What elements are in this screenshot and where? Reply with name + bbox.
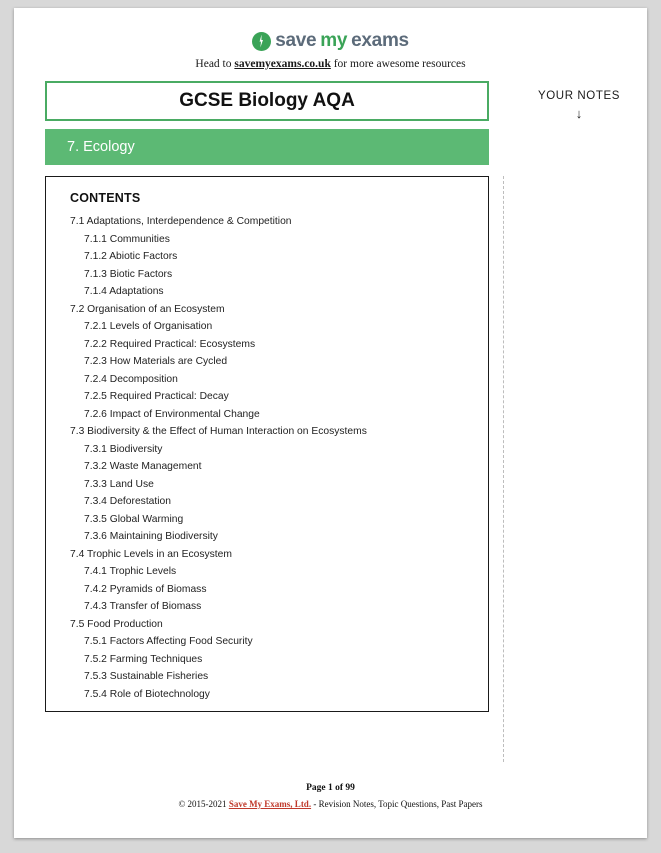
contents-heading: CONTENTS bbox=[70, 191, 141, 205]
list-item[interactable]: 7.2.1 Levels of Organisation bbox=[84, 321, 213, 332]
list-item[interactable]: 7.5.2 Farming Techniques bbox=[84, 653, 203, 665]
list-item[interactable]: 7.5 Food Production bbox=[70, 618, 163, 630]
logo-text-exams: exams bbox=[351, 30, 409, 51]
list-item[interactable]: 7.4 Trophic Levels in an Ecosystem bbox=[70, 548, 232, 560]
list-item[interactable]: 7.2 Organisation of an Ecosystem bbox=[70, 303, 225, 315]
copyright-prefix: © 2015-2021 bbox=[178, 799, 229, 809]
list-item[interactable]: 7.3.5 Global Warming bbox=[84, 513, 184, 525]
list-item[interactable]: 7.1 Adaptations, Interdependence & Competition bbox=[70, 216, 292, 227]
list-item[interactable]: 7.1.1 Communities bbox=[84, 233, 170, 245]
savemyexams-link[interactable]: savemyexams.co.uk bbox=[234, 58, 331, 70]
list-item[interactable]: 7.2.3 How Materials are Cycled bbox=[84, 356, 228, 367]
list-item[interactable]: 7.3.1 Biodiversity bbox=[84, 443, 163, 455]
list-item[interactable]: 7.3 Biodiversity & the Effect of Human Interaction on Ecosystems bbox=[70, 426, 367, 437]
list-item[interactable]: 7.2.5 Required Practical: Decay bbox=[84, 391, 229, 402]
list-item[interactable]: 7.1.4 Adaptations bbox=[84, 286, 164, 297]
list-item[interactable]: 7.3.3 Land Use bbox=[84, 478, 154, 490]
notes-margin-divider bbox=[503, 176, 504, 762]
list-item[interactable]: 7.1.2 Abiotic Factors bbox=[84, 251, 178, 262]
list-item[interactable]: 7.5.1 Factors Affecting Food Security bbox=[84, 636, 253, 647]
topic-title: 7. Ecology bbox=[67, 139, 135, 155]
topic-banner bbox=[45, 129, 489, 165]
copyright-notice bbox=[14, 799, 647, 809]
down-arrow-icon: ↓ bbox=[575, 106, 583, 121]
logo-text-my: my bbox=[320, 30, 348, 51]
page-title: GCSE Biology AQA bbox=[179, 90, 355, 111]
logo-text-save: save bbox=[275, 30, 317, 51]
list-item[interactable]: 7.4.2 Pyramids of Biomass bbox=[84, 583, 207, 595]
tagline-prefix: Head to bbox=[195, 58, 235, 70]
list-item[interactable]: 7.2.2 Required Practical: Ecosystems bbox=[84, 338, 256, 350]
list-item[interactable]: 7.5.4 Role of Biotechnology bbox=[84, 688, 210, 700]
save-my-exams-link[interactable]: Save My Exams, Ltd. bbox=[228, 799, 312, 809]
list-item[interactable]: 7.2.6 Impact of Environmental Change bbox=[84, 408, 260, 420]
document-sheet bbox=[14, 8, 647, 838]
list-item[interactable]: 7.5.3 Sustainable Fisheries bbox=[84, 671, 209, 682]
your-notes-label: YOUR NOTES bbox=[537, 90, 621, 102]
course-title-box bbox=[45, 81, 489, 121]
brand-logo bbox=[14, 30, 647, 56]
list-item[interactable]: 7.1.3 Biotic Factors bbox=[84, 268, 173, 280]
page-number: Page 1 of 99 bbox=[306, 783, 355, 793]
list-item[interactable]: 7.3.2 Waste Management bbox=[84, 461, 202, 472]
contents-box bbox=[45, 176, 489, 712]
list-item[interactable]: 7.3.6 Maintaining Biodiversity bbox=[84, 531, 218, 542]
list-item[interactable]: 7.2.4 Decomposition bbox=[84, 373, 178, 385]
tagline-suffix: for more awesome resources bbox=[330, 58, 466, 70]
tagline bbox=[14, 58, 647, 70]
table-of-contents bbox=[70, 213, 480, 703]
list-item[interactable]: 7.4.3 Transfer of Biomass bbox=[84, 601, 202, 612]
list-item[interactable]: 7.3.4 Deforestation bbox=[84, 496, 172, 507]
list-item[interactable]: 7.4.1 Trophic Levels bbox=[84, 566, 177, 577]
copyright-suffix: - Revision Notes, Topic Questions, Past Papers bbox=[311, 799, 483, 809]
lightning-bolt-icon bbox=[252, 32, 271, 51]
